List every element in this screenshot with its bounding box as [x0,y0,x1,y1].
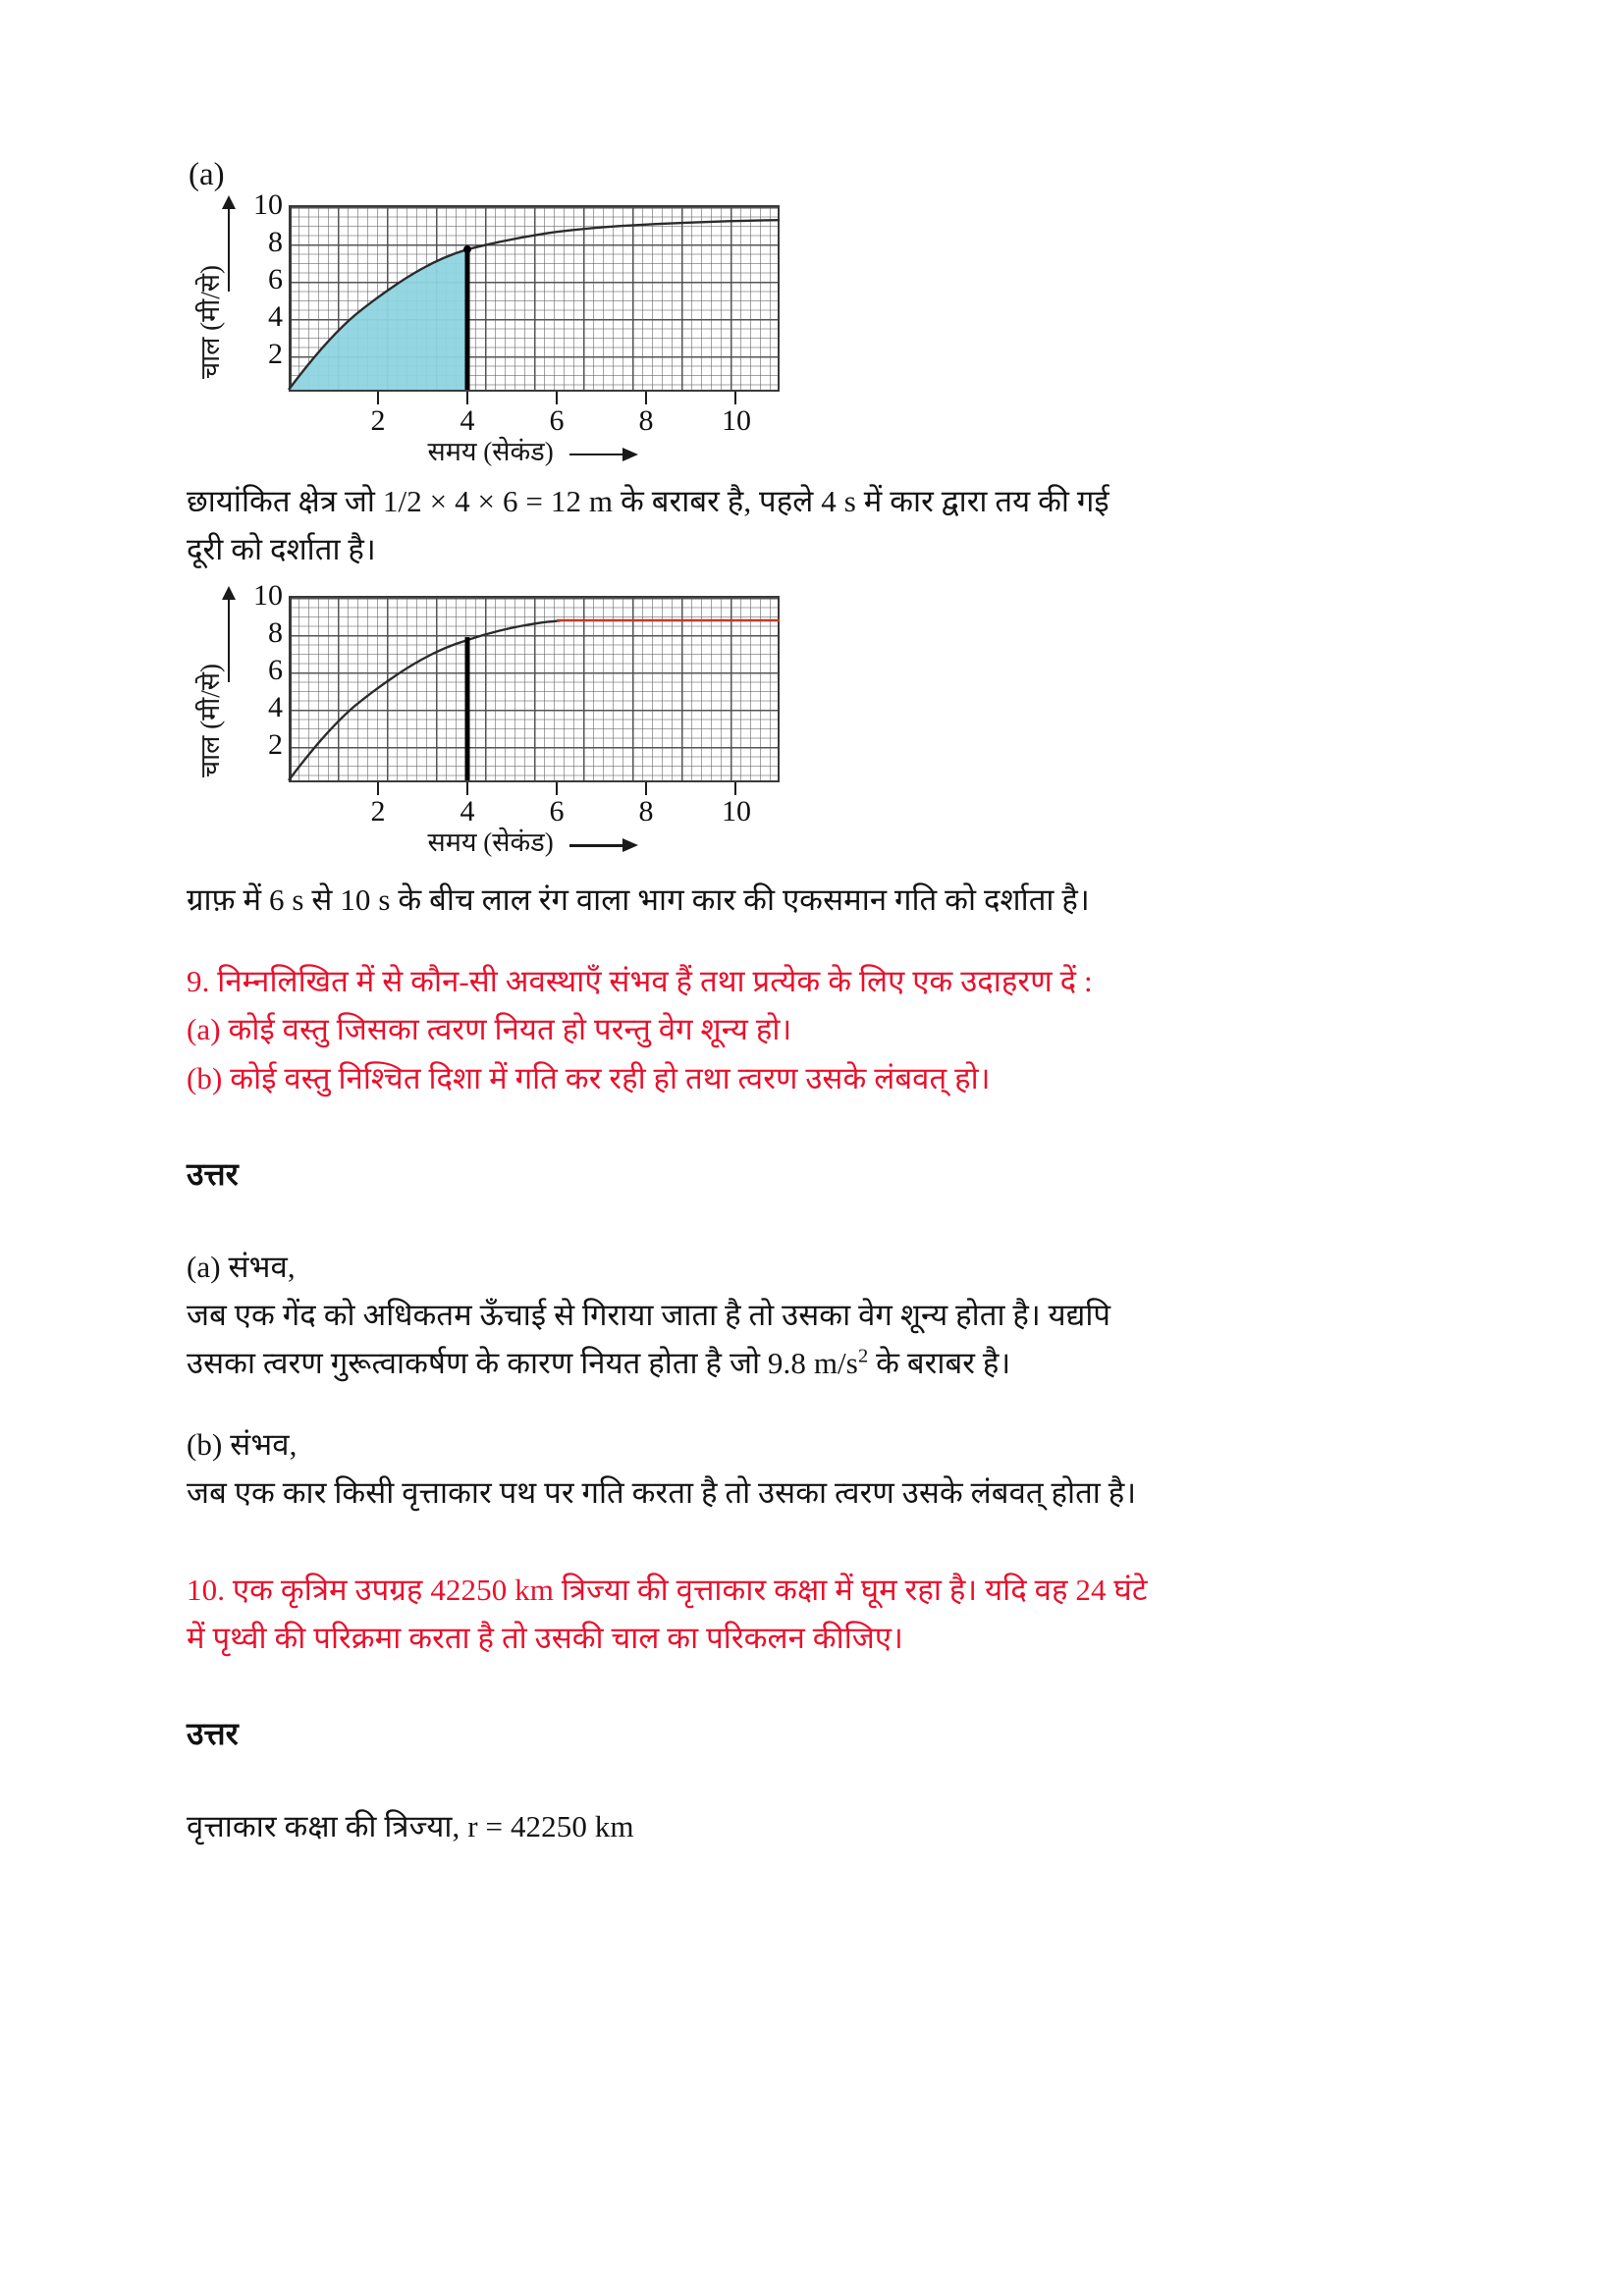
xtick-10: 10 [722,795,751,828]
xtick-mark-8 [645,782,647,795]
chart-a [194,188,823,466]
figure-b [187,579,1453,858]
y-axis-arrow-icon [228,598,230,682]
chart-b-ylabel: चाल (मी/से) [195,664,225,778]
xtick-10: 10 [722,404,751,437]
figure-a-label: (a) [189,157,225,192]
ytick-8: 8 [268,616,283,650]
chart-b-ylabel-box [194,619,224,816]
xtick-mark-2 [377,392,379,404]
answer-9-part-b-title: (b) संभव, [187,1426,298,1462]
xtick-8: 8 [638,404,654,437]
chart-a-xticks [289,392,780,437]
xtick-4: 4 [460,404,475,437]
figure-b-caption-line1: ग्राफ़ में 6 s से 10 s के बीच लाल रंग वाला भाग कार की एकसमान गति को दर्शाता है। [187,882,1090,918]
xtick-2: 2 [370,795,386,828]
ytick-2: 2 [268,338,283,370]
chart-a-xlabel-row [289,432,780,468]
xtick-6: 6 [549,404,565,437]
xtick-mark-6 [556,392,558,404]
figure-a [187,157,1453,466]
question-10-line-2: में पृथ्वी की परिक्रमा करता है तो उसकी चाल का परिकलन कीजिए। [187,1621,903,1656]
figure-a-caption-line1: छायांकित क्षेत्र जो 1/2 × 4 × 6 = 12 m के बराबर है, पहले 4 s में कार द्वारा तय की गई [187,484,1109,518]
answer-9-heading: उत्तर [187,1155,239,1192]
figure-a-caption-line2: दूरी को दर्शाता है। [187,532,376,567]
chart-b [194,579,823,858]
chart-a-ytick-labels [242,188,283,392]
chart-a-plot-area [289,205,780,392]
question-9-option-a: (a) कोई वस्तु जिसका त्वरण नियत हो परन्तु वेग शून्य हो। [187,1012,792,1047]
chart-a-series-svg [289,207,780,390]
chart-a-shaded-region [289,250,467,390]
xtick-mark-4 [466,782,468,795]
xtick-4: 4 [460,795,475,828]
chart-a-ylabel: चाल (मी/से) [195,264,225,380]
answer-10-line-1: वृत्ताकार कक्षा की त्रिज्या, r = 42250 km [187,1809,634,1844]
chart-b-plot-area [289,596,780,782]
answer-10-heading: उत्तर [187,1716,239,1752]
question-10-line-1: 10. एक कृत्रिम उपग्रह 42250 km त्रिज्या की वृत्ताकार कक्षा में घूम रहा है। यदि वह 24 घंटे [187,1573,1148,1608]
answer-9-part-a-line-2-pre: उसका त्वरण गुरूत्वाकर्षण के कारण नियत होता है जो 9.8 m/s [187,1345,858,1380]
xtick-mark-8 [645,392,647,404]
xtick-mark-2 [377,782,379,795]
x-axis-arrow-icon [569,450,640,459]
answer-9-part-a-line-2 [187,1340,1453,1386]
xtick-6: 6 [549,795,565,828]
answer-9-superscript: 2 [857,1345,869,1367]
xtick-mark-6 [556,782,558,795]
xtick-mark-10 [734,782,736,795]
y-axis-arrow-icon [228,207,230,292]
page-content [187,157,1453,1852]
chart-b-ytick-labels [242,579,283,782]
ytick-2: 2 [268,728,283,762]
question-9-line-1: 9. निम्नलिखित में से कौन-सी अवस्थाएँ संभव हैं तथा प्रत्येक के लिए एक उदाहरण दें : [187,964,1093,999]
answer-9-part-a-title: (a) संभव, [187,1249,296,1284]
chart-b-xlabel: समय (सेकंड) [427,828,554,858]
ytick-4: 4 [268,300,283,333]
chart-b-curve [289,620,560,780]
chart-b-xlabel-row [289,823,780,859]
xtick-8: 8 [638,795,654,828]
ytick-10: 10 [253,188,283,221]
ytick-4: 4 [268,691,283,724]
xtick-mark-10 [734,392,736,404]
chart-b-series-svg [289,598,780,780]
answer-9-part-a-line-1: जब एक गेंद को अधिकतम ऊँचाई से गिराया जाता है तो उसका वेग शून्य होता है। यद्यपि [187,1297,1111,1332]
chart-a-xlabel: समय (सेकंड) [427,437,554,466]
answer-9-part-a-line-2-post: के बराबर है। [868,1345,1011,1380]
ytick-8: 8 [268,226,283,258]
ytick-10: 10 [253,579,283,613]
answer-9-part-b-line-1: जब एक कार किसी वृत्ताकार पथ पर गति करता है तो उसका त्वरण उसके लंबवत् होता है। [187,1475,1137,1511]
x-axis-arrow-icon [569,840,640,850]
ytick-6: 6 [268,654,283,687]
question-9-option-b: (b) कोई वस्तु निश्चित दिशा में गति कर रही हो तथा त्वरण उसके लंबवत् हो। [187,1060,991,1095]
chart-b-xticks [289,782,780,828]
chart-a-marker-point [463,245,471,253]
chart-a-ylabel-box [194,229,224,425]
xtick-mark-4 [466,392,468,404]
xtick-2: 2 [370,404,386,437]
ytick-6: 6 [268,263,283,295]
